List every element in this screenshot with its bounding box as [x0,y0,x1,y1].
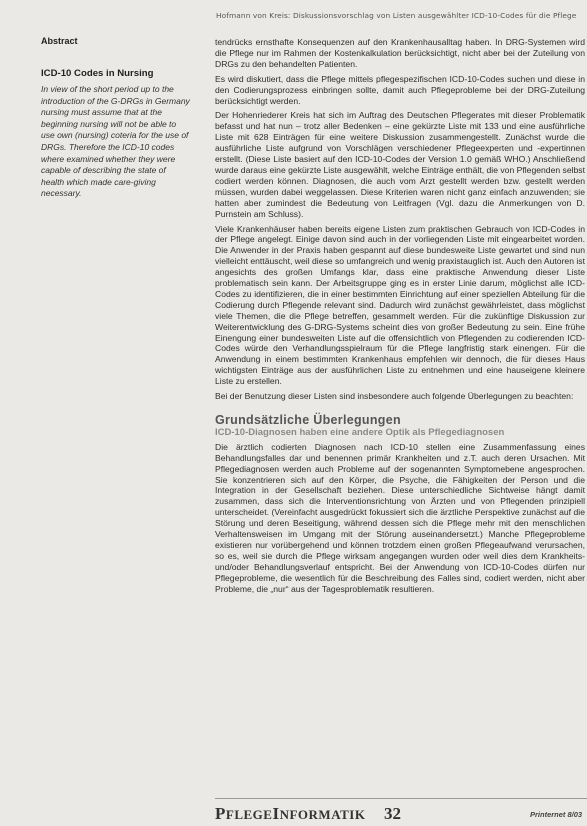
section-subtitle: ICD-10-Diagnosen haben eine andere Optik als Pflegediagnosen [215,426,505,438]
footer-rule [215,798,587,799]
paragraph: Bei der Benutzung dieser Listen sind insbesondere auch folgende Überlegungen zu beachten: [215,391,574,402]
page-number: 32 [384,804,401,823]
brand-letters: FLEGE [225,807,273,822]
brand-letters: NFORMATIK [279,807,366,822]
running-head: Hofmann von Kreis: Diskussionsvorschlag von Listen ausgewählter ICD-10-Codes für die Pflege [216,11,577,20]
paragraph: Es wird diskutiert, dass die Pflege mittels pflegespezifischen ICD-10-Codes suchen und diese in den Codierungsprozess einbringen sollte, damit auch Pflegeprobleme bei der DRG-Zuteilung berücksichtigt werden. [215,73,585,106]
main-column [215,37,585,599]
issue-label: Printernet 8/03 [530,810,583,819]
abstract-sidebar [41,36,199,200]
brand-letter: P [215,804,226,823]
paragraph: Der Hohenriederer Kreis hat sich im Auftrag des Deutschen Pflegerates mit dieser Problematik befasst und hat nun – trotz aller Bedenken – eine gekürzte Liste mit 133 und eine ausführliche Liste mit 628 Einträgen für eine weitere Diskussion zusammengestellt. Zunächst wurde die ausführliche Liste aufgrund von Vorschlägen verschiedener Pflegeexperten und -expertinnen erstellt. (Diese Liste basiert auf den ICD-10-Codes der Version 1.0 gemäß WHO.) Anschließend wurde daraus eine gekürzte Liste ausgewählt, welche Einträge enthält, die von Pflegenden selbst codiert werden können. Diagnosen, die auch vom Arzt gestellt werden bzw. gestellt werden müssen, wurden dabei weggelassen. Diese Kriterien waren nicht ganz einfach anzuwenden; sie hatten aber zumindest die Bedeutung von Leitfragen (Vgl. dazu die Anmerkungen von D. Purnstein am Schluss). [215,110,585,219]
abstract-heading: Abstract [41,36,78,46]
paragraph: tendrücks ernsthafte Konsequenzen auf den Krankenhausalltag haben. In DRG-Systemen wird die Pflege nur im Rahmen der Kostenkalkulation berücksichtigt, nicht aber bei der Zuteilung von DRGs zu den behandelten Patienten. [215,37,585,69]
brand-letter: I [272,804,280,823]
abstract-title: ICD-10 Codes in Nursing [41,68,154,79]
paragraph: Viele Krankenhäuser haben bereits eigene Listen zum praktischen Gebrauch von ICD-Codes in der Pflege angelegt. Einige davon sind auch in der vorliegenden Liste mit eingearbeitet worden. Die Anwender in der Praxis haben gespannt auf diese bundesweite Liste gewartet und sind nun vielleicht enttäuscht, weil diese so umfangreich und wenig praxistauglich ist. Auch den Autoren ist angesichts des großen Umfangs klar, dass eine praktische Anwendung dieser Liste problematisch sein kann. Der Arbeitsgruppe ging es in erster Linie darum, möglichst alle ICD-Codes zu identifizieren, die in einer bestimmten Einrichtung auf einer speziellen Abteilung für die Codierung durch Pflegende relevant sind. Dadurch wird zunächst gewährleistet, dass möglichst viele Themen, die die Pflege betreffen, gesammelt werden. Für die zukünftige Diskussion zur Weiterentwicklung des G-DRG-Systems scheint dies von großer Bedeutung zu sein. Eine frühe Einengung einer bundesweiten Liste auf die offensichtlich von Pflegenden zu codierenden ICD-Codes würde den Verhandlungsspielraum für die Pflege langfristig stark einengen. Für die Anwendung in einem bestimmten Krankenhaus empfehlen wir dennoch, die für dieses Haus wichtigsten Einträge aus der ausführlichen Liste zu entnehmen und eine hauseigene kleinere Liste zu erstellen. [215,223,585,387]
section-title: Grundsätzliche Überlegungen [215,413,401,427]
abstract-text: In view of the short period up to the introduction of the G-DRGs in Germany nursing must assume that at the beginning nursing will not be able to use own (nursing) coteria for the use of DRGs. Therefore the ICD-10 codes where examined whether they were capable of describing the state of health which made care-giving necessary. [41,84,190,199]
journal-brand [215,804,365,824]
paragraph: Die ärztlich codierten Diagnosen nach ICD-10 stellen eine Zusammenfassung eines Behandlungsfalles dar und benennen primär Krankheiten und z.T. auch deren Ursachen. Mit Pflegediagnosen werden auch Probleme auf der sogenannten Symptomebene angesprochen. Sie konzentrieren sich auf den Körper, die Psyche, die Fähigkeiten der Person und die Integration in der Gesellschaft beziehen. Diese unterschiedliche Sichtweise hängt damit zusammen, dass sich die Interventionsrichtung von Ärzten und von Pflegenden prinzipiell unterscheidet. (Vereinfacht ausgedrückt fokussiert sich die ärztliche Perspektive zunächst auf die Störung und deren Beseitigung, während dessen sich die Pflege mehr mit den menschlichen Verhaltensweisen im Umgang mit der Störung auseinandersetzt.) Manche Pflegeprobleme existieren nur vorübergehend und können trotzdem einen großen Pflegeaufwand verursachen, so es, weil sie durch die Pflege wirksam angegangen wurden oder weil dies dem Krankheits- und/oder Behandlungsverlauf entspricht. Bei der Anwendung von ICD-10-Codes dürfen nur Pflegeprobleme, die wesentlich für die Beschreibung des Falles sind, codiert werden, nicht aber Probleme, die „nur“ aus der Tagesproblematik resultieren. [215,441,585,594]
